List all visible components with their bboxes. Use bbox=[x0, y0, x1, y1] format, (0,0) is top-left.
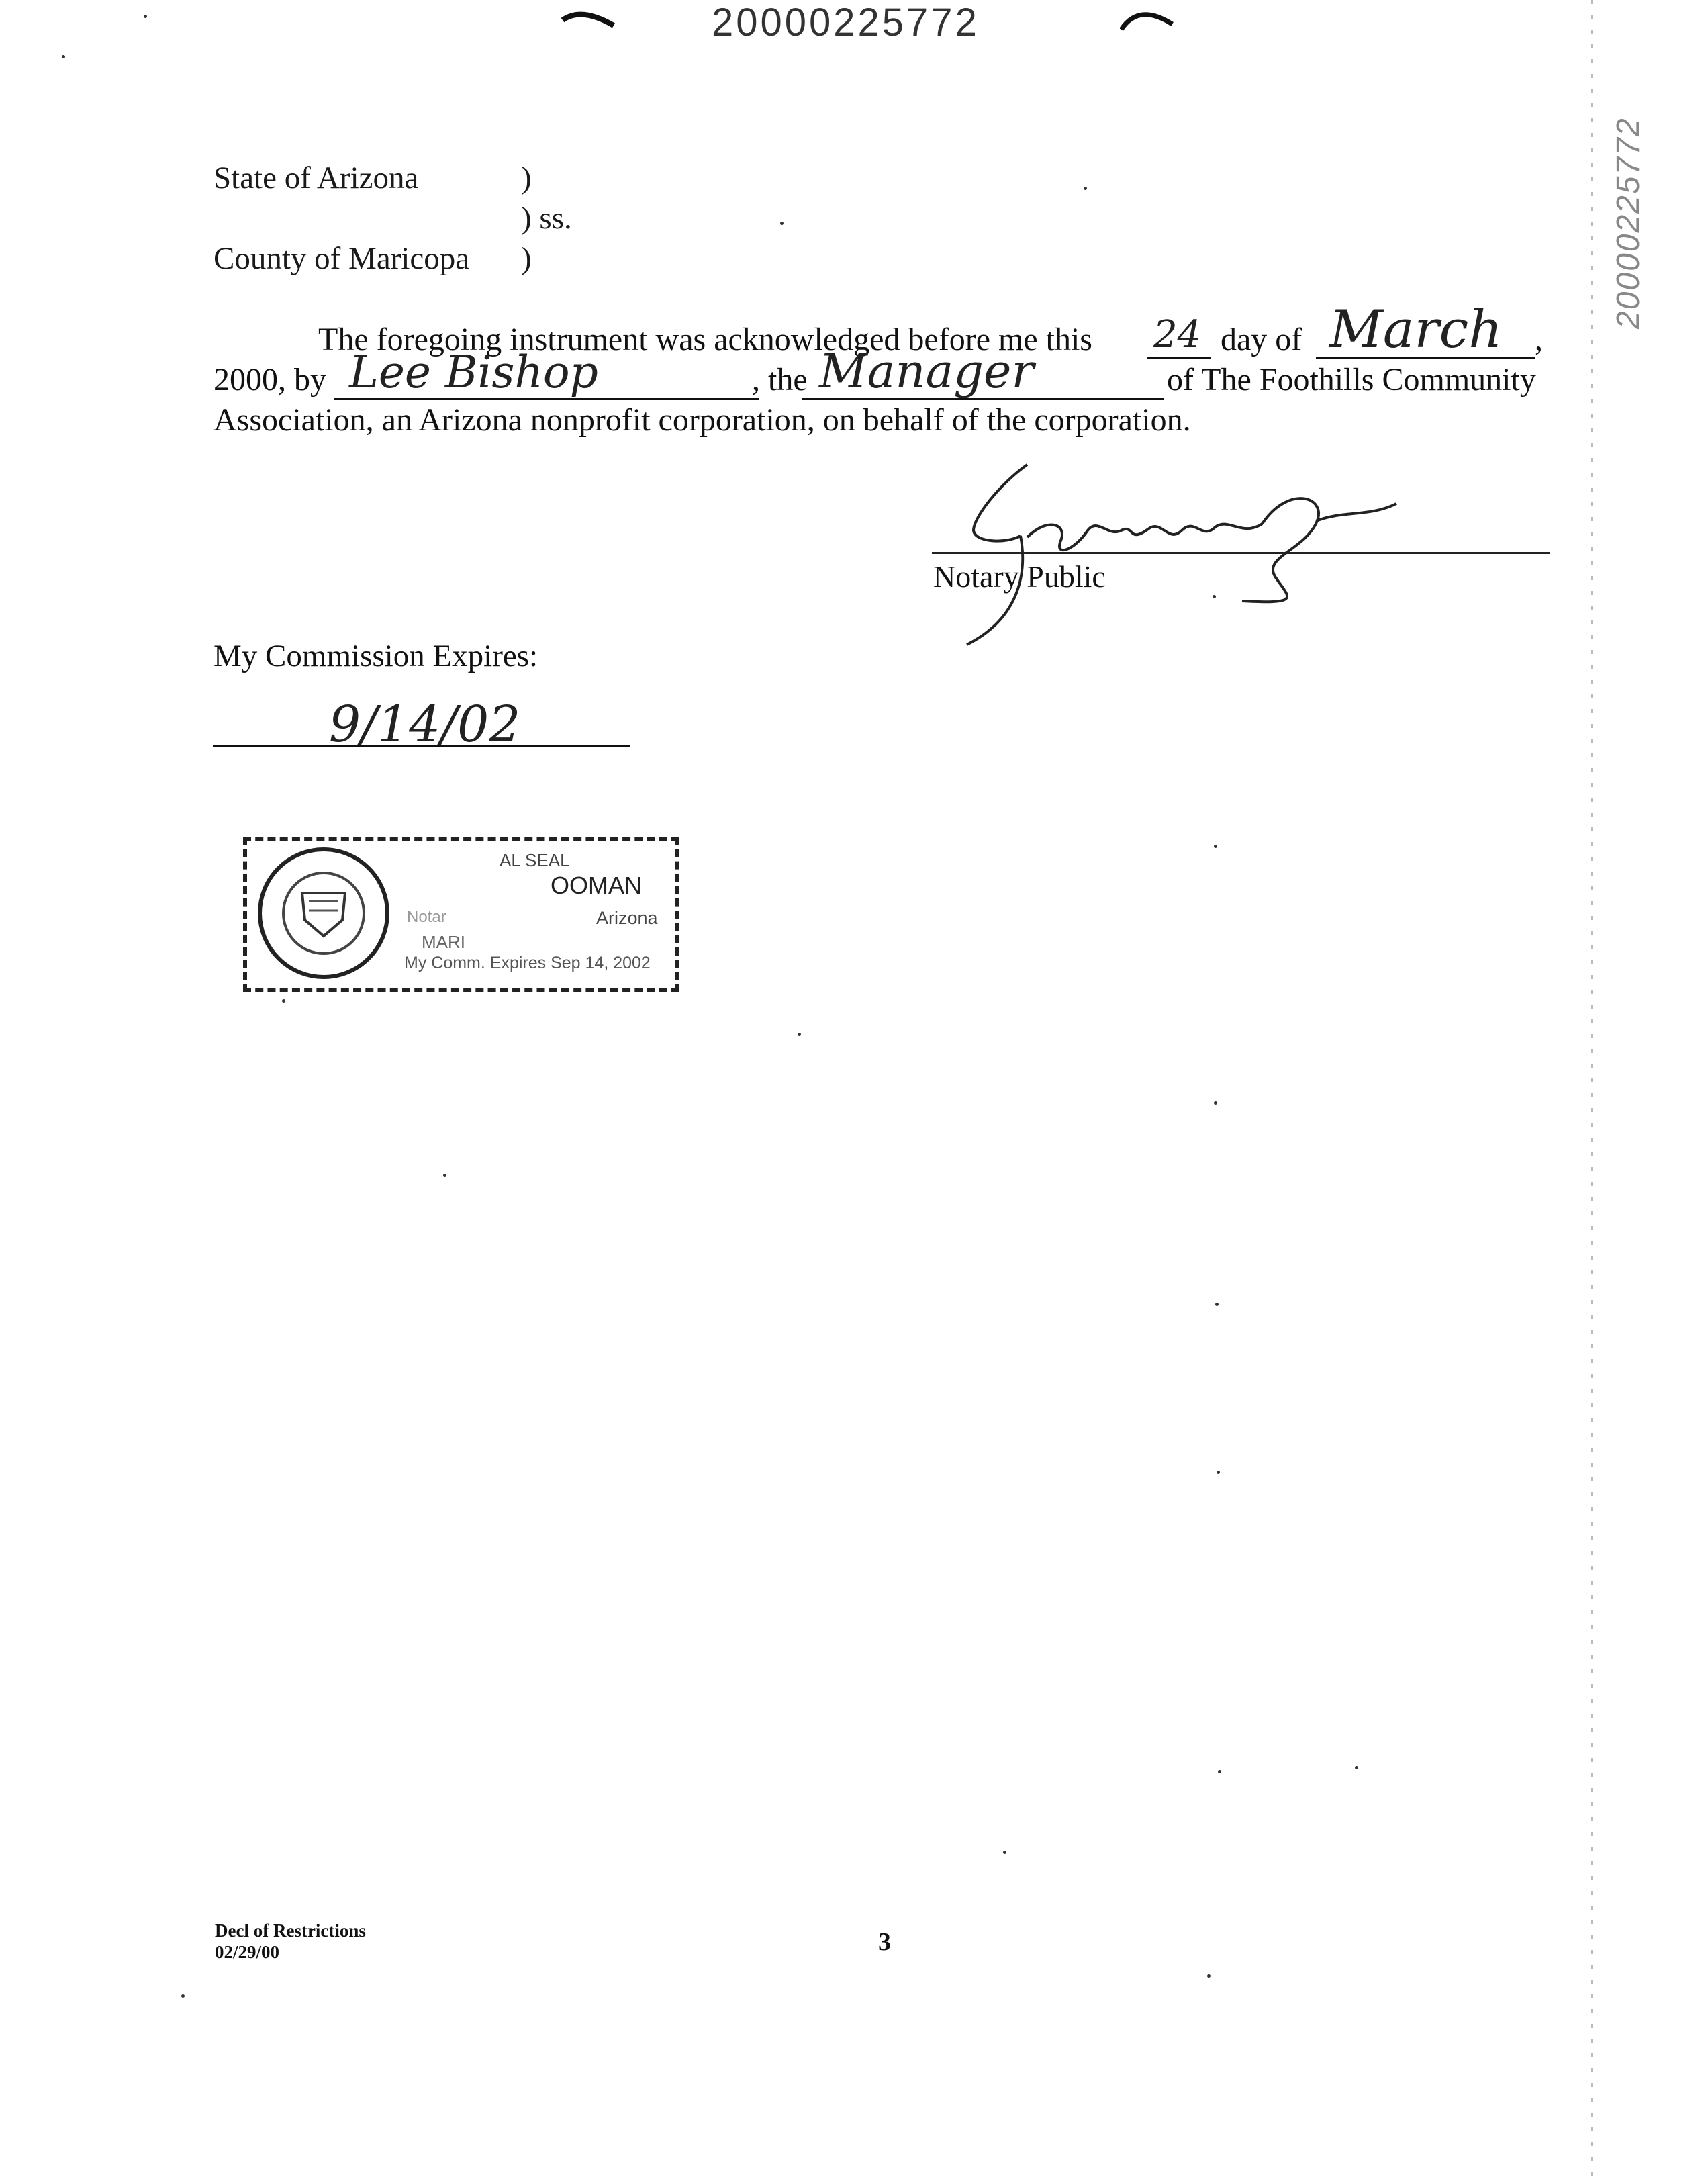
ack-line3: Association, an Arizona nonprofit corporation, on behalf of the corporation. bbox=[214, 402, 1191, 438]
signature-line bbox=[932, 552, 1550, 554]
scan-speck bbox=[62, 55, 65, 58]
recording-number: 20000225772 bbox=[712, 1, 980, 44]
signer-handwritten: Lee Bishop bbox=[349, 346, 598, 398]
notary-public-label: Notary Public bbox=[933, 559, 1106, 594]
scan-speck bbox=[1355, 1766, 1358, 1769]
scan-speck bbox=[1214, 1101, 1217, 1105]
venue-paren-bottom: ) bbox=[521, 241, 532, 276]
seal-line4: MARI bbox=[422, 932, 465, 952]
ack-line1-prefix: The foregoing instrument was acknowledged before me this bbox=[318, 322, 1092, 357]
scan-speck bbox=[1217, 1471, 1220, 1474]
the-label: , the bbox=[752, 362, 808, 398]
state-line: State of Arizona bbox=[214, 160, 419, 195]
day-handwritten: 24 bbox=[1153, 313, 1202, 357]
month-comma: , bbox=[1535, 322, 1543, 357]
org-line1: of The Foothills Community bbox=[1167, 362, 1536, 398]
scan-speck bbox=[1214, 845, 1217, 848]
scan-speck bbox=[1215, 1303, 1219, 1306]
scan-speck bbox=[1213, 595, 1216, 598]
footer-document-date: 02/29/00 bbox=[215, 1942, 280, 1962]
scan-speck bbox=[780, 222, 784, 225]
month-handwritten: March bbox=[1329, 299, 1503, 360]
seal-line2: OOMAN bbox=[551, 872, 643, 899]
county-line: County of Maricopa bbox=[214, 241, 470, 276]
scan-speck bbox=[282, 999, 285, 1003]
year-by-label: 2000, by bbox=[214, 362, 326, 398]
seal-line3a: Notar bbox=[407, 908, 446, 926]
scan-speck bbox=[1207, 1974, 1211, 1978]
venue-ss: ) ss. bbox=[521, 201, 572, 236]
commission-expires-label: My Commission Expires: bbox=[214, 639, 538, 674]
footer-document-title: Decl of Restrictions bbox=[215, 1920, 366, 1941]
day-of-label: day of bbox=[1221, 322, 1302, 357]
scan-speck bbox=[181, 1994, 185, 1998]
scan-speck bbox=[798, 1033, 801, 1036]
scan-speck bbox=[443, 1174, 446, 1177]
seal-shield-icon bbox=[295, 886, 352, 940]
seal-line5: My Comm. Expires Sep 14, 2002 bbox=[404, 954, 651, 972]
notary-signature-image bbox=[927, 457, 1410, 651]
scan-edge-line bbox=[1591, 0, 1593, 2181]
scan-speck bbox=[144, 15, 147, 18]
commission-date-handwritten: 9/14/02 bbox=[329, 696, 521, 753]
seal-line1: AL SEAL bbox=[500, 850, 570, 870]
title-handwritten: Manager bbox=[819, 344, 1034, 399]
scan-mark-right bbox=[1120, 5, 1174, 32]
scan-speck bbox=[1218, 1770, 1221, 1773]
seal-line3b: Arizona bbox=[596, 908, 658, 928]
side-recording-number: 20000225772 bbox=[1611, 117, 1646, 329]
venue-paren-top: ) bbox=[521, 160, 532, 195]
page-number: 3 bbox=[878, 1928, 891, 1956]
commission-date-line bbox=[214, 745, 630, 747]
scan-speck bbox=[1003, 1851, 1006, 1854]
scan-mark-left bbox=[561, 5, 615, 32]
scan-speck bbox=[1084, 187, 1087, 190]
